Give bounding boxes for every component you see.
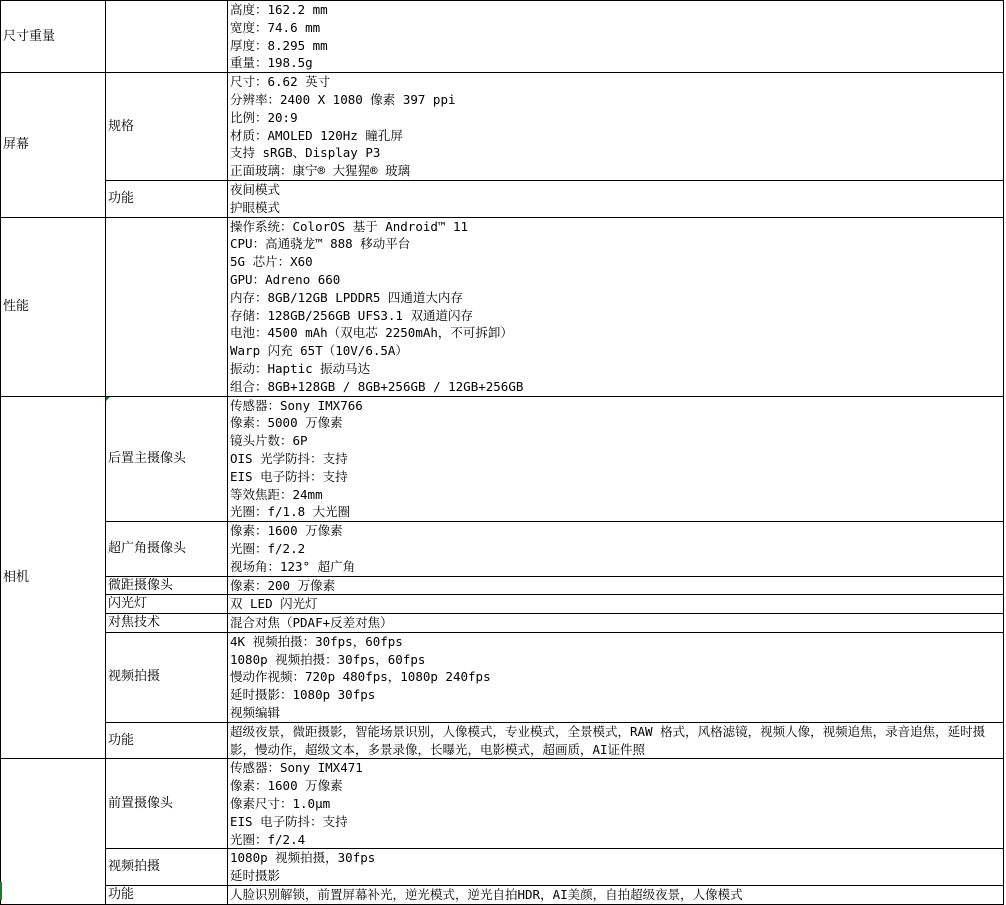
- subcategory-video: 视频拍摄: [106, 632, 228, 722]
- value-line: 混合对焦（PDAF+反差对焦）: [230, 615, 393, 631]
- row-camera-focus: [1, 614, 1004, 633]
- value-line: 光圈：f/1.8 大光圈: [230, 504, 351, 520]
- subcategory-camera-features: 功能: [106, 722, 228, 759]
- value-line: OIS 光学防抖：支持: [230, 450, 348, 466]
- value-focus: [228, 614, 1004, 633]
- row-front-camera: [1, 759, 1004, 849]
- value-line: 慢动作视频：720p 480fps，1080p 240fps: [230, 669, 491, 685]
- category-size: 尺寸重量: [1, 1, 106, 73]
- value-macro-camera: [228, 576, 1004, 595]
- subcategory-screen-func: 功能: [106, 180, 228, 217]
- value-line: 像素尺寸：1.0μm: [230, 796, 331, 812]
- row-camera-video: [1, 632, 1004, 722]
- row-camera-ultrawide: [1, 522, 1004, 576]
- row-screen-func: [1, 180, 1004, 217]
- value-size: [228, 1, 1004, 73]
- value-line: 人脸识别解锁，前置屏幕补光，逆光模式，逆光自拍HDR，AI美颜，自拍超级夜景，人像模式: [230, 887, 743, 903]
- value-line: 尺寸：6.62 英寸: [230, 74, 331, 90]
- value-line: 延时摄影：1080p 30fps: [230, 687, 376, 703]
- value-line: 1080p 视频拍摄，30fps: [230, 850, 376, 866]
- value-line: 像素：200 万像素: [230, 577, 336, 593]
- value-line: 振动：Haptic 振动马达: [230, 360, 371, 376]
- value-line: 镜头片数：6P: [230, 433, 308, 449]
- value-line: 电池：4500 mAh（双电芯 2250mAh，不可拆卸）: [230, 325, 513, 341]
- subcategory-flash: 闪光灯: [106, 595, 228, 614]
- value-line: 内存：8GB/12GB LPDDR5 四通道大内存: [230, 289, 463, 305]
- value-line: 传感器：Sony IMX766: [230, 397, 363, 413]
- value-flash: [228, 595, 1004, 614]
- category-screen: 屏幕: [1, 73, 106, 217]
- value-line: 正面玻璃：康宁® 大猩猩® 玻璃: [230, 163, 411, 179]
- value-line: 双 LED 闪光灯: [230, 596, 318, 612]
- value-line: 像素：5000 万像素: [230, 415, 343, 431]
- value-line: 存储：128GB/256GB UFS3.1 双通道闪存: [230, 307, 473, 323]
- value-screen-spec: [228, 73, 1004, 181]
- value-line: 宽度：74.6 mm: [230, 19, 321, 35]
- row-front-video: [1, 849, 1004, 886]
- value-ultrawide-camera: [228, 522, 1004, 576]
- subcategory-empty: [106, 217, 228, 396]
- subcategory-macro-camera: 微距摄像头: [106, 576, 228, 595]
- row-camera-main: [1, 396, 1004, 522]
- value-line: 比例：20:9: [230, 109, 298, 125]
- value-line: 光圈：f/2.4: [230, 831, 306, 847]
- value-line: EIS 电子防抖：支持: [230, 468, 348, 484]
- value-line: 护眼模式: [230, 199, 281, 215]
- value-front-camera: [228, 759, 1004, 849]
- value-line: 高度：162.2 mm: [230, 2, 328, 17]
- value-line: 超级夜景，微距摄影，智能场景识别，人像模式，专业模式，全景模式，RAW 格式，风格滤镜，视频人像，视频追焦，录音追焦，延时摄影，慢动作，超级文本，多景录像，长曝光，电影模式，超画质，AI证件照: [230, 723, 986, 757]
- subcategory-ultrawide-camera: 超广角摄像头: [106, 522, 228, 576]
- value-line: 材质：AMOLED 120Hz 瞳孔屏: [230, 127, 403, 143]
- row-size: [1, 1, 1004, 73]
- subcategory-front-features: 功能: [106, 886, 228, 905]
- row-camera-features: [1, 722, 1004, 759]
- value-line: 视场角：123° 超广角: [230, 558, 356, 574]
- value-line: 延时摄影: [230, 868, 281, 884]
- category-camera: 相机: [1, 396, 106, 759]
- value-line: 等效焦距：24mm: [230, 486, 323, 502]
- value-video: [228, 632, 1004, 722]
- category-camera-continued: [1, 759, 106, 904]
- value-line: 传感器：Sony IMX471: [230, 760, 363, 776]
- value-screen-func: [228, 180, 1004, 217]
- selection-edge-marker: [0, 882, 2, 900]
- value-line: Warp 闪充 65T（10V/6.5A）: [230, 343, 408, 359]
- row-camera-macro: [1, 576, 1004, 595]
- value-front-video: [228, 849, 1004, 886]
- cell-comment-marker: [106, 397, 110, 401]
- value-performance: [228, 217, 1004, 396]
- row-screen-spec: [1, 73, 1004, 181]
- subcategory-focus: 对焦技术: [106, 614, 228, 633]
- subcategory-screen-spec: 规格: [106, 73, 228, 181]
- value-line: 像素：1600 万像素: [230, 778, 343, 794]
- value-line: 夜间模式: [230, 181, 281, 197]
- value-line: 4K 视频拍摄：30fps，60fps: [230, 633, 403, 649]
- subcategory-main-camera: 后置主摄像头: [106, 396, 228, 522]
- value-line: 分辨率：2400 X 1080 像素 397 ppi: [230, 91, 456, 107]
- row-performance: [1, 217, 1004, 396]
- value-line: 像素：1600 万像素: [230, 523, 343, 539]
- value-main-camera: [228, 396, 1004, 522]
- value-line: 支持 sRGB、Display P3: [230, 145, 381, 161]
- value-line: 视频编辑: [230, 705, 281, 721]
- value-line: 操作系统：ColorOS 基于 Android™ 11: [230, 218, 469, 234]
- value-line: EIS 电子防抖：支持: [230, 813, 348, 829]
- value-camera-features: [228, 722, 1004, 759]
- value-line: 组合：8GB+128GB / 8GB+256GB / 12GB+256GB: [230, 378, 524, 394]
- subcategory-empty: [106, 1, 228, 73]
- subcategory-front-camera: 前置摄像头: [106, 759, 228, 849]
- value-line: CPU：高通骁龙™ 888 移动平台: [230, 236, 411, 252]
- row-camera-flash: [1, 595, 1004, 614]
- value-line: 1080p 视频拍摄：30fps，60fps: [230, 651, 426, 667]
- value-line: GPU：Adreno 660: [230, 271, 341, 287]
- category-performance: 性能: [1, 217, 106, 396]
- value-line: 重量：198.5g: [230, 55, 313, 71]
- value-line: 厚度：8.295 mm: [230, 37, 328, 53]
- value-line: 光圈：f/2.2: [230, 540, 306, 556]
- subcategory-front-video: 视频拍摄: [106, 849, 228, 886]
- value-line: 5G 芯片：X60: [230, 254, 313, 270]
